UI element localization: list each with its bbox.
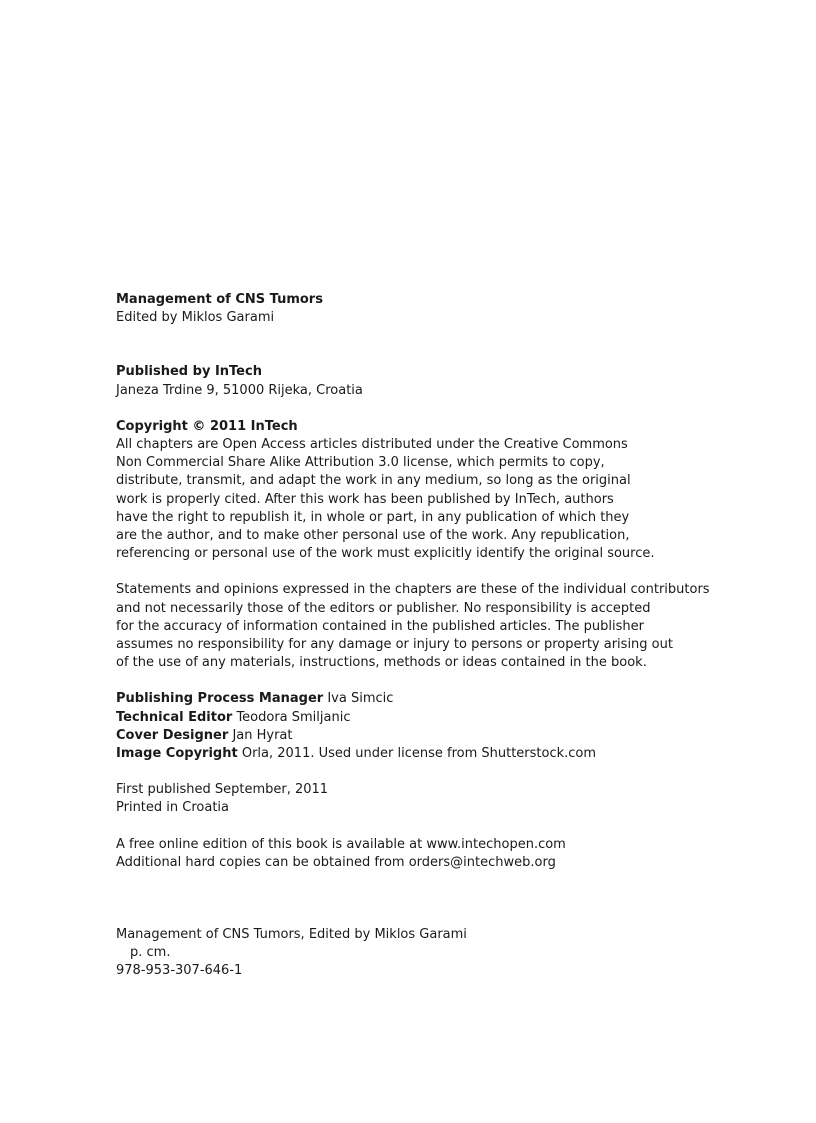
credit-row	[116, 727, 736, 745]
credit-role: Technical Editor	[116, 709, 233, 725]
publisher-info	[116, 363, 736, 399]
book-info	[116, 291, 736, 327]
cataloging-pages: p. cm.	[130, 945, 171, 961]
book-title: Management of CNS Tumors	[116, 292, 323, 307]
first-published: First published September, 2011	[116, 782, 329, 798]
publisher-heading: Published by InTech	[116, 364, 262, 380]
credit-name: Teodora Smiljanic	[236, 709, 351, 725]
credit-name: Jan Hyrat	[232, 727, 293, 743]
copyright-line: work is properly cited. After this work has been published by InTech, authors	[116, 491, 614, 507]
publication-section	[116, 781, 736, 817]
copyright-line: All chapters are Open Access articles distributed under the Creative Commons	[116, 437, 628, 453]
credit-row	[116, 745, 736, 763]
copyright-line: distribute, transmit, and adapt the work in any medium, so long as the original	[116, 473, 631, 489]
copyright-line: are the author, and to make other personal use of the work. Any republication,	[116, 528, 630, 544]
isbn: 978-953-307-646-1	[116, 963, 243, 979]
statements-line: of the use of any materials, instructions, methods or ideas contained in the book.	[116, 655, 647, 671]
cataloging-section	[116, 926, 736, 981]
credit-row	[116, 690, 736, 708]
credit-role: Cover Designer	[116, 727, 229, 743]
credit-row	[116, 709, 736, 727]
statements-line: and not necessarily those of the editors or publisher. No responsibility is accepted	[116, 600, 651, 616]
statements-section	[116, 581, 736, 672]
online-edition: A free online edition of this book is available at www.intechopen.com	[116, 836, 566, 852]
copyright-line: referencing or personal use of the work must explicitly identify the original source.	[116, 546, 655, 562]
book-editor: Edited by Miklos Garami	[116, 310, 275, 326]
hard-copies: Additional hard copies can be obtained from orders@intechweb.org	[116, 854, 556, 870]
credit-role: Publishing Process Manager	[116, 691, 324, 707]
copyright-line: Non Commercial Share Alike Attribution 3.0 license, which permits to copy,	[116, 455, 605, 471]
printed-in: Printed in Croatia	[116, 800, 230, 816]
statements-line: for the accuracy of information contained in the published articles. The publisher	[116, 618, 644, 634]
availability-section	[116, 836, 736, 872]
statements-line: Statements and opinions expressed in the chapters are these of the individual contributors	[116, 582, 710, 598]
copyright-section	[116, 418, 736, 564]
publisher-address: Janeza Trdine 9, 51000 Rijeka, Croatia	[116, 382, 363, 398]
copyright-page	[116, 291, 736, 981]
credits-section	[116, 690, 736, 763]
statements-line: assumes no responsibility for any damage or injury to persons or property arising out	[116, 637, 673, 653]
copyright-line: have the right to republish it, in whole or part, in any publication of which they	[116, 509, 630, 525]
credit-name: Iva Simcic	[327, 691, 394, 707]
cataloging-title: Management of CNS Tumors, Edited by Miklos Garami	[116, 927, 467, 943]
copyright-heading: Copyright © 2011 InTech	[116, 418, 298, 434]
credit-name: Orla, 2011. Used under license from Shutterstock.com	[241, 746, 597, 762]
credit-role: Image Copyright	[116, 746, 238, 762]
